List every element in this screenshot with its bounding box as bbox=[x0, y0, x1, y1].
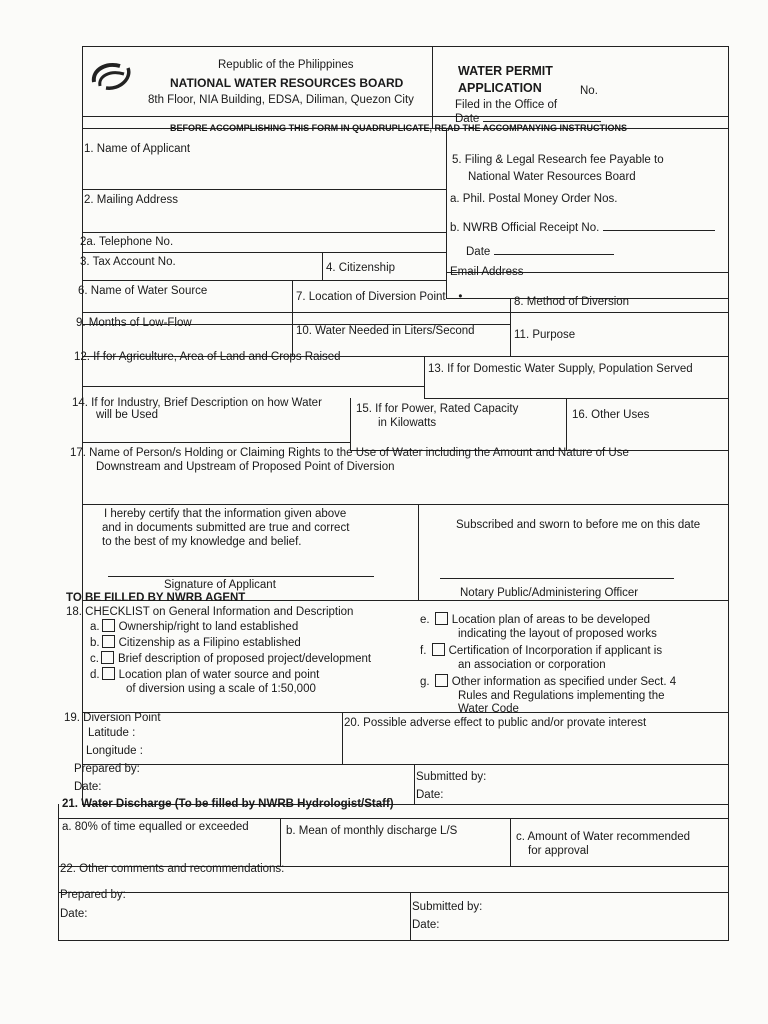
industry-field-line1[interactable]: 14. If for Industry, Brief Description on how Water bbox=[72, 397, 322, 409]
agent-submitted-date[interactable]: Date: bbox=[416, 789, 444, 801]
recommended-amount-field[interactable]: c. Amount of Water recommended bbox=[516, 831, 691, 843]
left-border bbox=[82, 46, 83, 804]
checkbox-b[interactable] bbox=[102, 635, 115, 648]
checklist-item-g-cont: Rules and Regulations implementing the bbox=[458, 690, 665, 702]
water-permit-form bbox=[60, 46, 730, 941]
nwrb-logo-icon bbox=[88, 58, 134, 92]
checkbox-g[interactable] bbox=[435, 674, 448, 687]
citizenship-field[interactable]: 4. Citizenship bbox=[326, 262, 396, 274]
form-title-line1: WATER PERMIT bbox=[458, 64, 553, 78]
industry-field-line2: will be Used bbox=[96, 409, 158, 421]
left-border-lower bbox=[58, 804, 59, 941]
checklist-item-a[interactable]: a. Ownership/right to land established bbox=[90, 621, 299, 633]
method-of-diversion-field[interactable]: 8. Method of Diversion bbox=[514, 296, 630, 308]
diversion-point-heading: 19. Diversion Point bbox=[64, 712, 161, 724]
low-flow-months-field[interactable]: 9. Months of Low-Flow bbox=[76, 317, 192, 329]
notary-label: Notary Public/Administering Officer bbox=[460, 587, 639, 599]
checklist-title: 18. CHECKLIST on General Information and Description bbox=[66, 606, 354, 618]
other-comments-field[interactable]: 22. Other comments and recommendations: bbox=[60, 863, 285, 875]
water-rights-field-line1[interactable]: 17. Name of Person/s Holding or Claiming Rights to the Use of Water including the Amount and Nature of Use bbox=[70, 447, 629, 459]
telephone-field[interactable]: 2a. Telephone No. bbox=[80, 236, 174, 248]
power-capacity-unit: in Kilowatts bbox=[378, 417, 437, 429]
checklist-item-f-cont: an association or corporation bbox=[458, 659, 606, 671]
instruction-text: BEFORE ACCOMPLISHING THIS FORM IN QUADRUPLICATE, READ THE ACCOMPANYING INSTRUCTIONS bbox=[170, 123, 628, 133]
certify-line1: I hereby certify that the information given above bbox=[104, 508, 347, 520]
form-title-line2: APPLICATION bbox=[458, 81, 542, 95]
bottom-border bbox=[58, 940, 729, 941]
water-source-field[interactable]: 6. Name of Water Source bbox=[78, 285, 208, 297]
tax-account-field[interactable]: 3. Tax Account No. bbox=[80, 256, 176, 268]
agent-prepared-date[interactable]: Date: bbox=[74, 781, 102, 793]
water-needed-field[interactable]: 10. Water Needed in Liters/Second bbox=[296, 325, 475, 337]
notary-line[interactable] bbox=[440, 578, 674, 579]
agency-address: 8th Floor, NIA Building, EDSA, Diliman, Quezon City bbox=[148, 94, 414, 106]
mailing-address-field[interactable]: 2. Mailing Address bbox=[84, 194, 178, 206]
purpose-field[interactable]: 11. Purpose bbox=[514, 329, 576, 341]
hydro-prepared-date[interactable]: Date: bbox=[60, 908, 88, 920]
checkbox-f[interactable] bbox=[432, 643, 445, 656]
checklist-item-e-cont: indicating the layout of proposed works bbox=[458, 628, 657, 640]
signature-line[interactable] bbox=[108, 576, 374, 577]
name-of-applicant-field[interactable]: 1. Name of Applicant bbox=[84, 143, 191, 155]
adverse-effect-field[interactable]: 20. Possible adverse effect to public and/or provate interest bbox=[344, 717, 647, 729]
certify-line3: to the best of my knowledge and belief. bbox=[102, 536, 302, 548]
official-receipt-field[interactable]: b. NWRB Official Receipt No. bbox=[450, 221, 715, 235]
date-label-header: Date bbox=[455, 112, 601, 126]
fee-label-line1: 5. Filing & Legal Research fee Payable to bbox=[452, 154, 664, 166]
agent-section-heading: TO BE FILLED BY NWRB AGENT bbox=[66, 592, 246, 604]
agency-name: NATIONAL WATER RESOURCES BOARD bbox=[170, 76, 404, 90]
checkbox-d[interactable] bbox=[102, 667, 115, 680]
fee-label-line2: National Water Resources Board bbox=[468, 171, 636, 183]
hydro-prepared-by[interactable]: Prepared by: bbox=[60, 889, 126, 901]
water-rights-field-line2: Downstream and Upstream of Proposed Point of Diversion bbox=[96, 461, 395, 473]
signature-label: Signature of Applicant bbox=[164, 579, 276, 591]
diversion-point-location-field[interactable]: 7. Location of Diversion Point • bbox=[296, 291, 463, 303]
checkbox-c[interactable] bbox=[101, 651, 114, 664]
checklist-item-g-cont2: Water Code bbox=[458, 703, 519, 715]
checklist-item-f[interactable]: f. Certification of Incorporation if applicant is bbox=[420, 645, 663, 657]
hydro-submitted-date[interactable]: Date: bbox=[412, 919, 440, 931]
discharge-80-field[interactable]: a. 80% of time equalled or exceeded bbox=[62, 821, 249, 833]
mean-discharge-field[interactable]: b. Mean of monthly discharge L/S bbox=[286, 825, 458, 837]
right-border bbox=[728, 46, 729, 941]
no-label: No. bbox=[580, 85, 598, 97]
checklist-item-d-cont: of diversion using a scale of 1:50,000 bbox=[126, 683, 316, 695]
longitude-field[interactable]: Longitude : bbox=[86, 745, 143, 757]
checklist-item-e[interactable]: e. Location plan of areas to be developed bbox=[420, 614, 651, 626]
republic-text: Republic of the Philippines bbox=[218, 59, 354, 71]
checkbox-a[interactable] bbox=[102, 619, 115, 632]
agent-prepared-by[interactable]: Prepared by: bbox=[74, 763, 140, 775]
checklist-item-g[interactable]: g. Other information as specified under Sect. 4 bbox=[420, 676, 677, 688]
postal-money-order-field[interactable]: a. Phil. Postal Money Order Nos. bbox=[450, 193, 618, 205]
receipt-date-field[interactable]: Date bbox=[466, 245, 614, 259]
hydrologist-heading: 21. Water Discharge (To be filled by NWRB Hydrologist/Staff) bbox=[62, 798, 394, 810]
domestic-supply-field[interactable]: 13. If for Domestic Water Supply, Population Served bbox=[428, 363, 693, 375]
recommended-amount-cont: for approval bbox=[528, 845, 589, 857]
agent-submitted-by[interactable]: Submitted by: bbox=[416, 771, 487, 783]
checklist-item-d[interactable]: d. Location plan of water source and point bbox=[90, 669, 320, 681]
email-address-field[interactable]: Email Address bbox=[450, 266, 524, 278]
other-uses-field[interactable]: 16. Other Uses bbox=[572, 409, 650, 421]
filed-label: Filed in the Office of bbox=[455, 99, 558, 111]
checklist-item-b[interactable]: b. Citizenship as a Filipino established bbox=[90, 637, 301, 649]
checkbox-e[interactable] bbox=[435, 612, 448, 625]
checklist-item-c[interactable]: c. Brief description of proposed project/development bbox=[90, 653, 372, 665]
agriculture-field[interactable]: 12. If for Agriculture, Area of Land and Crops Raised bbox=[74, 351, 341, 363]
sworn-text: Subscribed and sworn to before me on this date bbox=[456, 519, 701, 531]
top-border bbox=[82, 46, 729, 47]
power-capacity-field[interactable]: 15. If for Power, Rated Capacity bbox=[356, 403, 519, 415]
latitude-field[interactable]: Latitude : bbox=[88, 727, 136, 739]
hydro-submitted-by[interactable]: Submitted by: bbox=[412, 901, 483, 913]
certify-line2: and in documents submitted are true and correct bbox=[102, 522, 350, 534]
